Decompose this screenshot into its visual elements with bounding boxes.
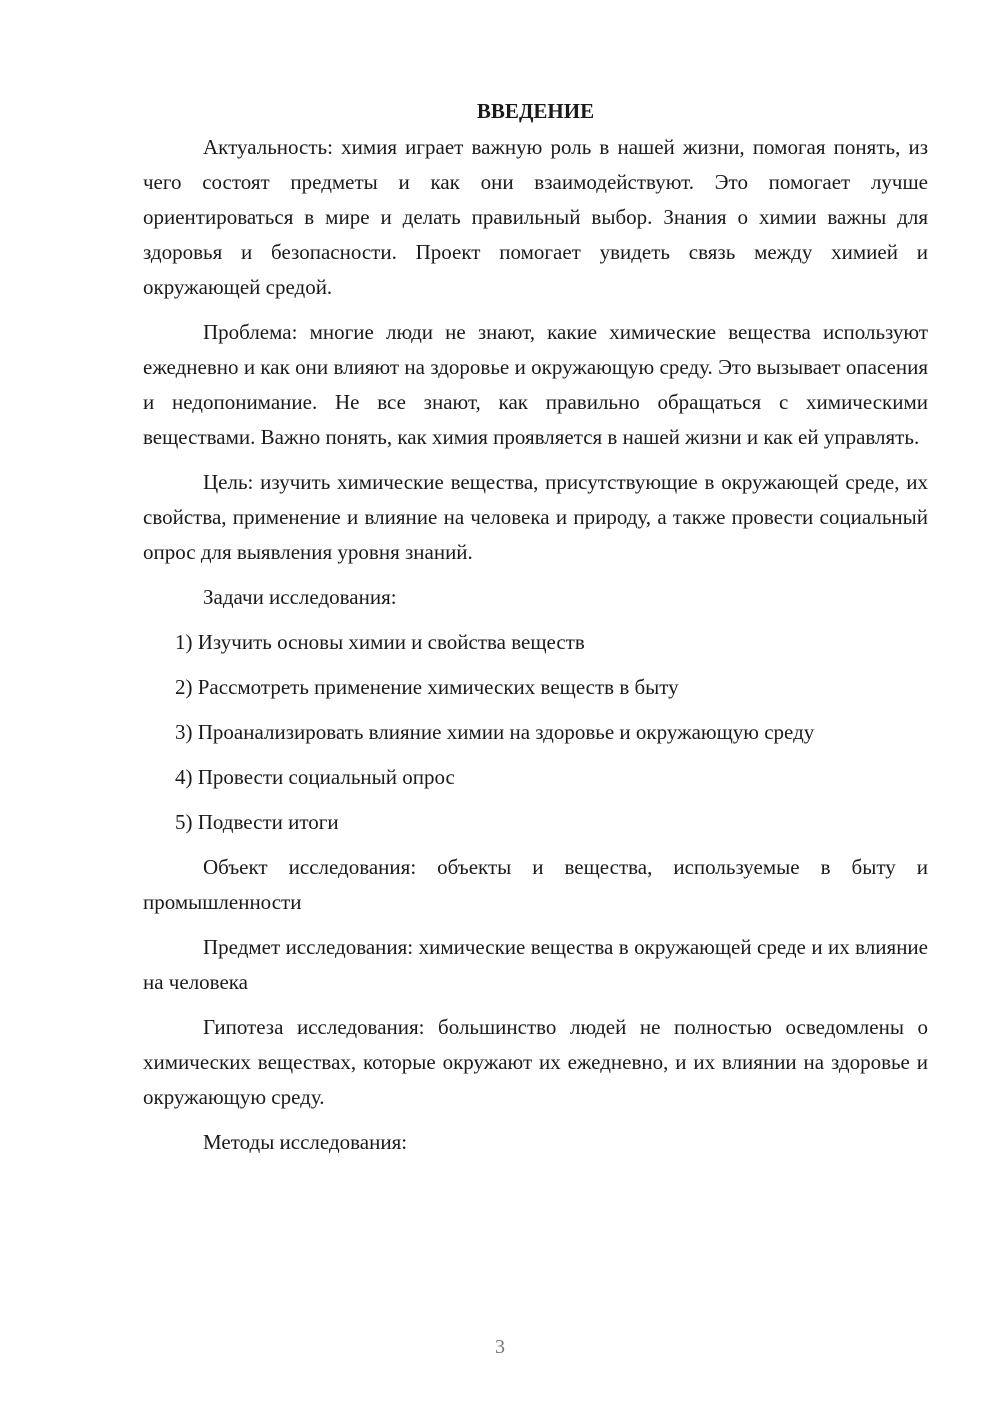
task-item-2: 2) Рассмотреть применение химических веществ в быту [175, 675, 679, 699]
object-paragraph: Объект исследования: объекты и вещества, используемые в быту и промышленности [143, 855, 928, 914]
task-item-4: 4) Провести социальный опрос [175, 765, 455, 789]
section-heading: ВВЕДЕНИЕ [476, 99, 595, 123]
goal-paragraph: Цель: изучить химические вещества, присутствующие в окружающей среде, их свойства, применение и влияние на человека и природу, а также провести социальный опрос для выявления уровня знаний. [143, 470, 928, 564]
tasks-heading: Задачи исследования: [203, 585, 397, 609]
page-number: 3 [495, 1336, 505, 1358]
methods-heading: Методы исследования: [203, 1130, 408, 1154]
task-item-1: 1) Изучить основы химии и свойства веществ [175, 630, 585, 654]
problem-paragraph: Проблема: многие люди не знают, какие химические вещества используют ежедневно и как они влияют на здоровье и окружающую среду. Это вызывает опасения и недопонимание. Не все знают, как правильно обращаться с химическими веществами. Важно понять, как химия проявляется в нашей жизни и как ей управлять. [143, 320, 928, 449]
hypothesis-paragraph: Гипотеза исследования: большинство людей не полностью осведомлены о химических веществах, которые окружают их ежедневно, и их влиянии на здоровье и окружающую среду. [143, 1015, 928, 1109]
task-item-5: 5) Подвести итоги [175, 810, 339, 834]
subject-paragraph: Предмет исследования: химические вещества в окружающей среде и их влияние на человека [143, 935, 928, 994]
task-item-3: 3) Проанализировать влияние химии на здоровье и окружающую среду [175, 720, 815, 744]
relevance-paragraph: Актуальность: химия играет важную роль в нашей жизни, помогая понять, из чего состоят предметы и как они взаимодействуют. Это помогает лучше ориентироваться в мире и делать правильный выбор. Знания о химии важны для здоровья и безопасности. Проект помогает увидеть связь между химией и окружающей средой. [143, 135, 928, 299]
document-page [143, 94, 928, 1170]
